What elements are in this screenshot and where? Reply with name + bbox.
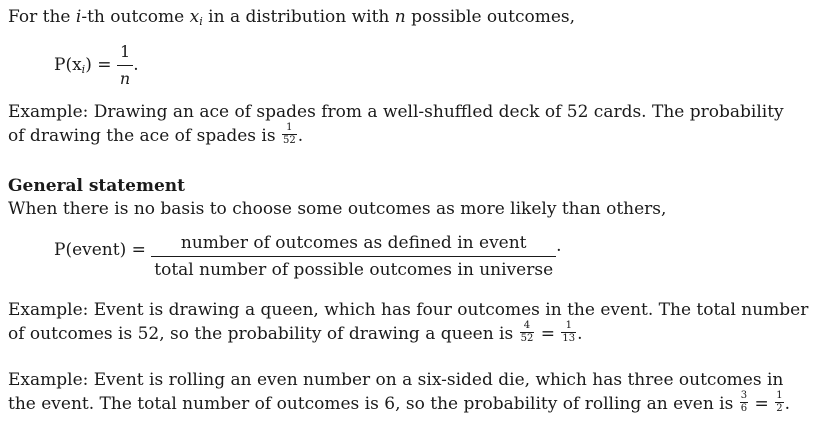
fraction-numerator: 3 <box>740 390 748 401</box>
example-die-line1 <box>8 369 783 391</box>
sentence-period: . <box>784 394 790 414</box>
die-fraction-1 <box>740 391 748 414</box>
uniform-probability-formula <box>54 42 139 89</box>
example-text: Example: Event is rolling an even number on a six-sided die, which has three outcomes in <box>8 370 784 390</box>
formula-fraction <box>117 42 133 89</box>
formula-period: . <box>556 236 562 256</box>
formula-lhs: P(event) = <box>54 240 146 260</box>
intro-text: in a distribution with <box>202 7 395 27</box>
example-text: of drawing the ace of spades is <box>8 126 281 146</box>
intro-text: When there is no basis to choose some outcomes as more likely than others, <box>8 199 667 219</box>
formula-lhs: P(x <box>54 55 82 75</box>
fraction-denominator: 6 <box>740 403 748 414</box>
section-heading <box>8 175 185 197</box>
example-text: Example: Event is drawing a queen, which has four outcomes in the event. The total number <box>8 300 809 320</box>
intro-text: For the <box>8 7 76 27</box>
die-fraction-2 <box>775 391 783 414</box>
fraction-denominator: 13 <box>562 333 576 344</box>
count-variable: n <box>394 7 406 27</box>
sentence-period: . <box>297 126 304 146</box>
intro-text: possible outcomes, <box>405 7 576 27</box>
fraction-numerator: 4 <box>520 321 535 333</box>
formula-numerator: 1 <box>117 42 133 66</box>
fraction-denominator: 52 <box>282 135 296 146</box>
formula-period: . <box>133 55 139 75</box>
formula-subscript: i <box>81 63 86 76</box>
example-text: of outcomes is 52, so the probability of drawing a queen is <box>8 324 519 344</box>
general-probability-formula <box>54 233 562 280</box>
fraction-denominator: 2 <box>776 403 783 414</box>
example-ace-line2 <box>8 122 304 148</box>
index-variable: i <box>75 7 82 27</box>
fraction-numerator: 1 <box>561 321 576 333</box>
example-queen-line2 <box>8 320 583 346</box>
fraction-numerator: 1 <box>282 123 297 135</box>
example-queen-line1 <box>8 299 808 321</box>
intro-text: -th outcome <box>81 7 190 27</box>
example-die-line2 <box>8 390 790 416</box>
formula-numerator: number of outcomes as defined in event <box>151 233 556 257</box>
formula-denominator: n <box>119 69 131 88</box>
intro-line <box>8 6 575 33</box>
formula-denominator: total number of possible outcomes in universe <box>154 260 554 280</box>
fraction-denominator: 52 <box>520 333 534 344</box>
example-ace-line1 <box>8 101 784 123</box>
formula-lhs-close: ) = <box>85 55 112 75</box>
example-text: Example: Drawing an ace of spades from a well-shuffled deck of 52 cards. The probability <box>8 102 784 122</box>
outcome-variable: x <box>189 7 200 27</box>
fraction-numerator: 1 <box>776 390 783 401</box>
sentence-period: . <box>577 324 583 344</box>
queen-fraction-2 <box>561 321 576 344</box>
equals-sign: = <box>535 324 561 344</box>
equals-sign: = <box>749 394 775 414</box>
ace-probability-fraction <box>282 123 297 146</box>
outcome-subscript: i <box>199 15 203 28</box>
formula-fraction <box>151 233 556 280</box>
queen-fraction-1 <box>520 321 535 344</box>
heading-text: General statement <box>8 176 185 196</box>
example-text: the event. The total number of outcomes is 6, so the probability of rolling an even is <box>8 394 739 414</box>
general-intro <box>8 198 666 220</box>
